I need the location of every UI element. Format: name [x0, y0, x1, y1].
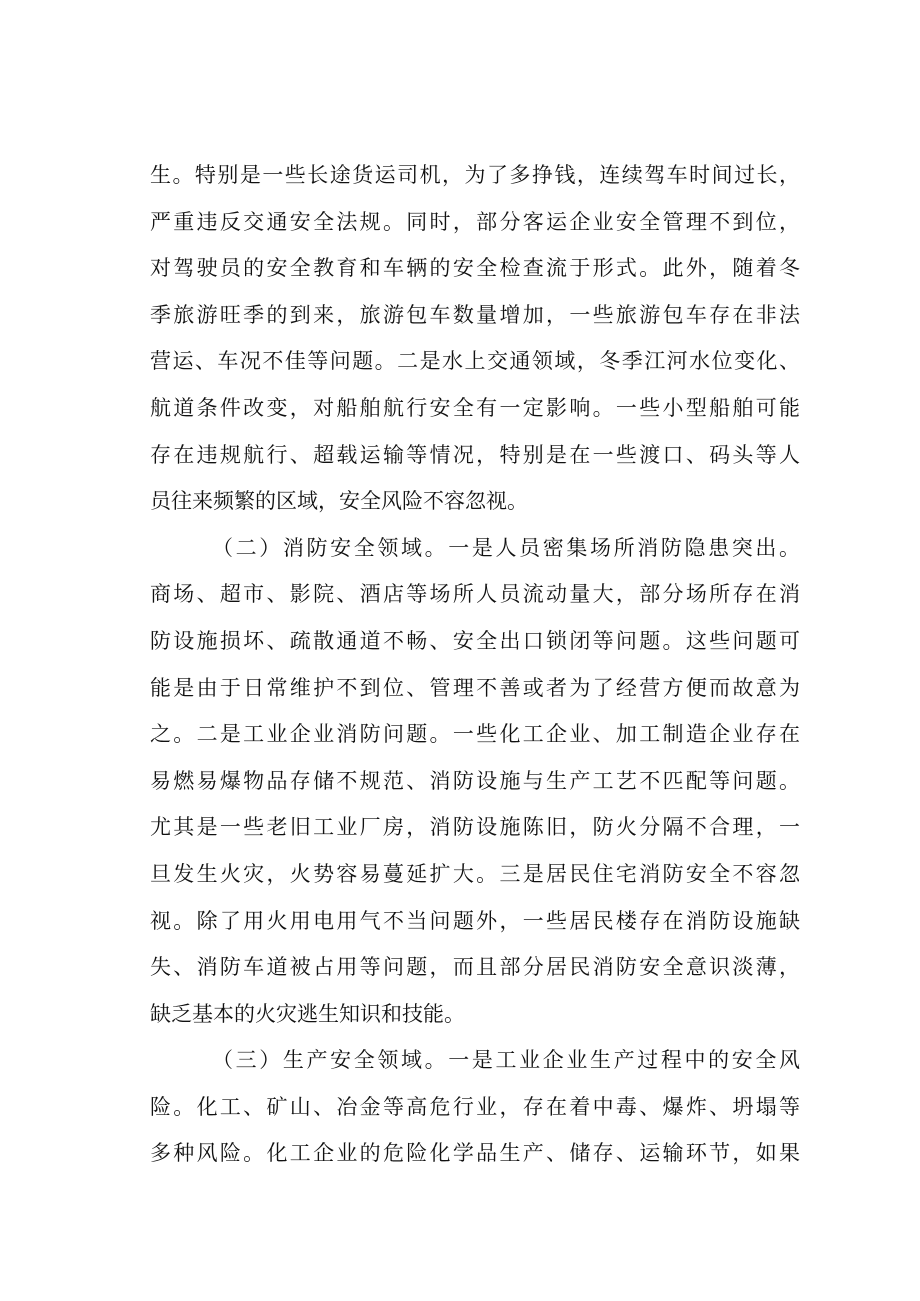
text-line: 防设施损坏、疏散通道不畅、安全出口锁闭等问题。这些问题可: [150, 628, 800, 653]
text-line: 严重违反交通安全法规。同时，部分客运企业安全管理不到位，: [150, 209, 800, 234]
section-heading-line: （三）生产安全领域。一是工业企业生产过程中的安全风: [212, 1048, 800, 1073]
text-line: 航道条件改变，对船舶航行安全有一定影响。一些小型船舶可能: [150, 395, 800, 420]
text-line: 存在违规航行、超载运输等情况，特别是在一些渡口、码头等人: [150, 442, 800, 467]
text-line: 险。化工、矿山、冶金等高危行业，存在着中毒、爆炸、坍塌等: [150, 1094, 800, 1119]
body-text: [150, 152, 800, 1177]
section-heading-line: （二）消防安全领域。一是人员密集场所消防隐患突出。: [212, 535, 800, 560]
text-line: 多种风险。化工企业的危险化学品生产、储存、运输环节，如果: [150, 1141, 800, 1166]
text-line: 视。除了用火用电用气不当问题外，一些居民楼存在消防设施缺: [150, 908, 800, 933]
text-line: 季旅游旺季的到来，旅游包车数量增加，一些旅游包车存在非法: [150, 302, 800, 327]
text-line: 员往来频繁的区域，安全风险不容忽视。: [150, 489, 528, 514]
text-line: 尤其是一些老旧工业厂房，消防设施陈旧，防火分隔不合理，一: [150, 815, 800, 840]
text-line: 易燃易爆物品存储不规范、消防设施与生产工艺不匹配等问题。: [150, 768, 800, 793]
text-line: 营运、车况不佳等问题。二是水上交通领域，冬季江河水位变化、: [150, 349, 800, 374]
text-line: 失、消防车道被占用等问题，而且部分居民消防安全意识淡薄，: [150, 955, 800, 980]
text-line: 生。特别是一些长途货运司机，为了多挣钱，连续驾车时间过长，: [150, 163, 800, 187]
text-line: 能是由于日常维护不到位、管理不善或者为了经营方便而故意为: [150, 675, 800, 700]
text-line: 缺乏基本的火灾逃生知识和技能。: [150, 1001, 465, 1026]
text-line: 之。二是工业企业消防问题。一些化工企业、加工制造企业存在: [150, 722, 800, 747]
text-line: 对驾驶员的安全教育和车辆的安全检查流于形式。此外，随着冬: [150, 256, 800, 281]
text-line: 商场、超市、影院、酒店等场所人员流动量大，部分场所存在消: [150, 582, 800, 607]
text-line: 旦发生火灾，火势容易蔓延扩大。三是居民住宅消防安全不容忽: [150, 861, 800, 886]
